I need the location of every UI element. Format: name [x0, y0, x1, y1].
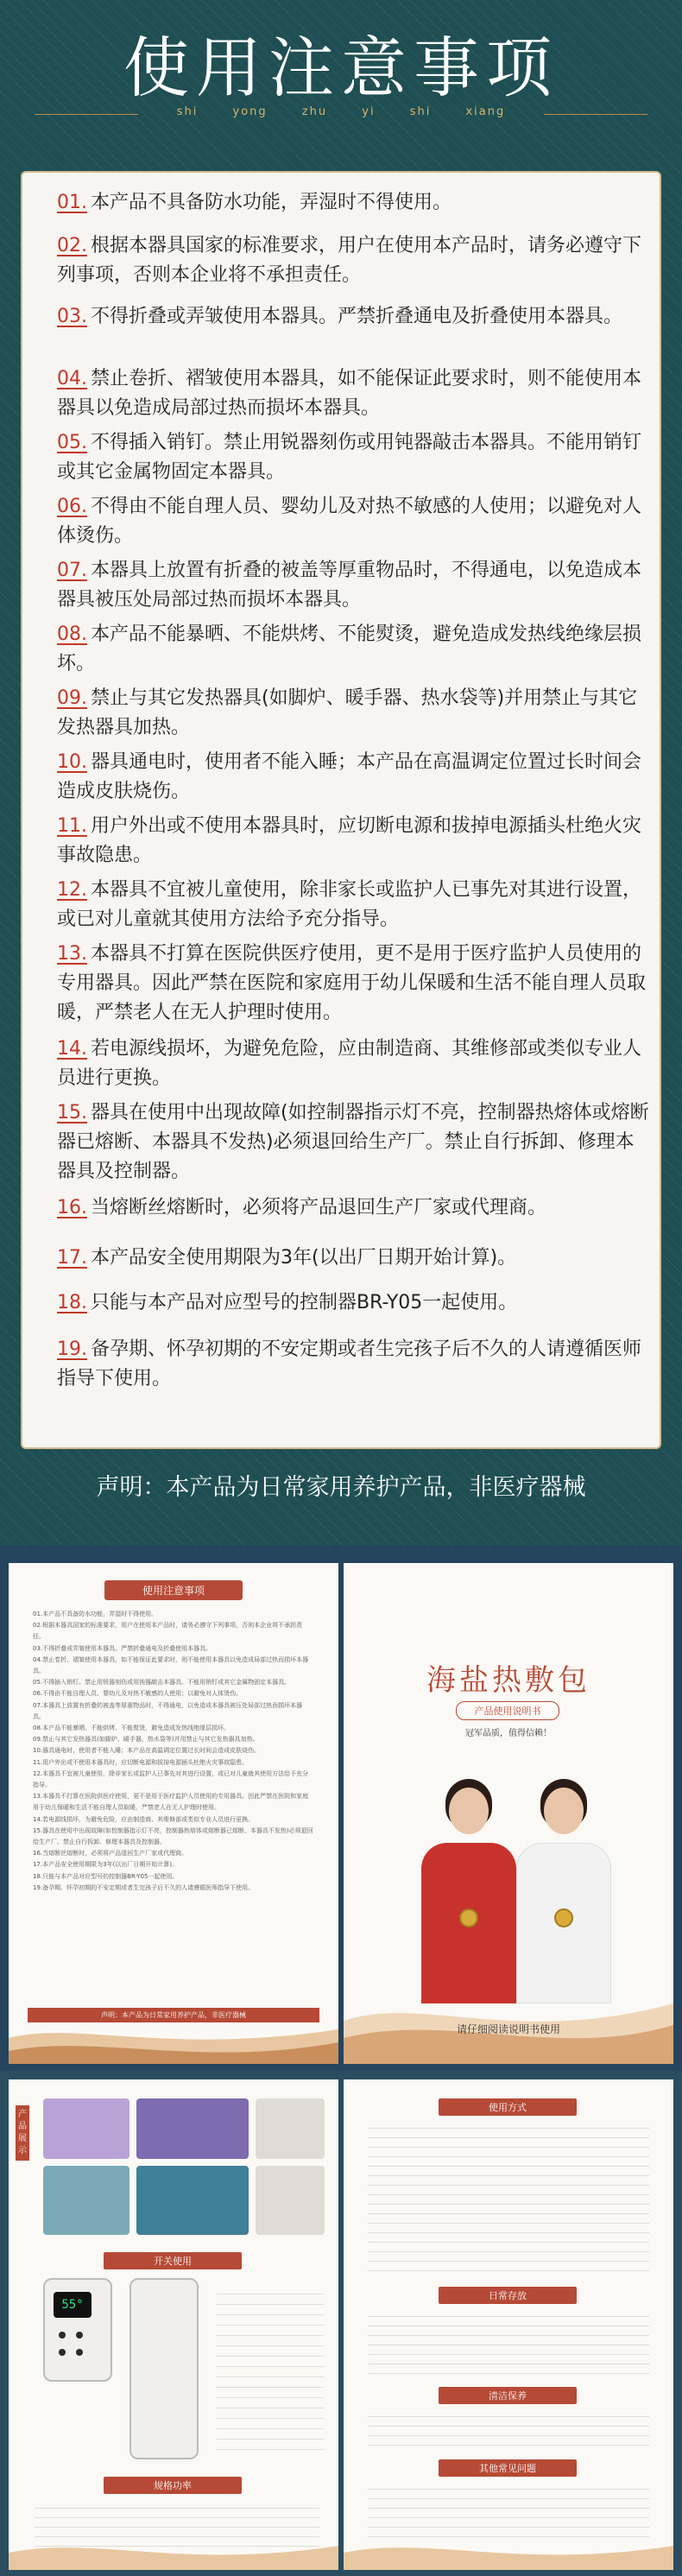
rule-item [57, 231, 653, 290]
mini-rule-text: 器具在使用中出现故障(如控制器指示灯不亮，控制器热熔体或熔断器已熔断、本器具不发热)必须退回给生产厂。禁止自行拆卸、修理本器具及控制器。 [33, 1826, 313, 1846]
rule-number: 08. [57, 623, 87, 645]
rule-text: 根据本器具国家的标准要求，用户在使用本产品时，请务必遵守下列事项，否则本企业将不承担责任。 [57, 235, 642, 286]
rule-item [57, 1193, 653, 1223]
notice-card [21, 171, 661, 1449]
mini-rule-num: 12. [33, 1769, 43, 1777]
mini-rule-num: 08. [33, 1725, 43, 1732]
wave-decoration [9, 2535, 338, 2570]
rule-text: 用户外出或不使用本器具时，应切断电源和拔掉电源插头杜绝火灾事故隐患。 [57, 815, 642, 866]
rule-text: 不得折叠或弄皱使用本器具。严禁折叠通电及折叠使用本器具。 [91, 306, 623, 327]
brochure-spread-1 [0, 1546, 682, 2071]
rule-number: 06. [57, 496, 87, 517]
mini-rule-num: 07. [33, 1701, 43, 1709]
mini-rules [9, 1609, 338, 1894]
rule-text: 器具通电时，使用者不能入睡；本产品在高温调定位置过长时间会造成皮肤烧伤。 [57, 751, 642, 802]
rule-text: 本器具不宜被儿童使用，除非家长或监护人已事先对其进行设置，或已对儿童就其使用方法给予充分指导。 [57, 879, 642, 930]
pinyin-2: yong [232, 105, 268, 118]
rule-item [57, 1335, 653, 1394]
brand-slogan: 冠军品质，值得信赖！ [465, 1729, 552, 1738]
rule-item [57, 188, 653, 218]
athlete-right-image [516, 1779, 611, 2003]
mini-rule-num: 18. [33, 1872, 43, 1880]
rule-number: 09. [57, 687, 87, 709]
mini-rule-text: 若电源线损坏，为避免危险，应由制造商、其维修部或类似专业人员进行更换。 [42, 1815, 255, 1823]
rule-number: 10. [57, 751, 87, 773]
rule-text: 当熔断丝熔断时，必须将产品退回生产厂家或代理商。 [91, 1197, 547, 1218]
rule-item [57, 302, 653, 332]
pinyin-4: yi [362, 105, 376, 118]
rule-number: 12. [57, 879, 87, 901]
storage-header: 日常存放 [439, 2287, 577, 2304]
mini-rule-text: 不得由不能自理人员、婴幼儿及对热不敏感的人使用；以避免对人体烫伤。 [42, 1690, 243, 1698]
rule-item [57, 876, 653, 934]
rule-item [57, 1244, 653, 1273]
pinyin-5: shi [409, 105, 432, 118]
mini-rule-text: 禁止与其它发热器具(如脚炉、暖手器、热水袋等)并用禁止与其它发热器具加热。 [42, 1736, 259, 1744]
mini-rule-text: 本器具上放置有折叠的被盖等厚重物品时，不得通电，以免造成本器具被压处局部过热而损坏本器具。 [33, 1701, 303, 1720]
rule-number: 05. [57, 432, 87, 453]
brochure-page-usage [344, 2079, 673, 2570]
mini-rule-num: 01. [33, 1611, 43, 1617]
disclaimer: 声明：本产品为日常家用养护产品，非医疗器械 [96, 1474, 586, 1501]
cleaning-text [368, 2408, 649, 2451]
rule-number: 11. [57, 815, 87, 837]
athlete-left-image [421, 1779, 516, 2003]
rule-text: 备孕期、怀孕初期的不安定期或者生完孩子后不久的人请遵循医师指导下使用。 [57, 1339, 642, 1389]
rule-item [57, 940, 653, 1028]
rule-item [57, 812, 653, 870]
rule-number: 18. [57, 1292, 87, 1313]
product-photo [256, 2098, 325, 2159]
mini-rule-num: 16. [33, 1850, 43, 1858]
mini-rule-text: 本产品安全使用期限为3年(以出厂日期开始计算)。 [42, 1861, 179, 1869]
mini-rule-text: 本器具不打算在医院供医疗使用，更不是用于医疗监护人员使用的专用器具。因此严禁在医院和家庭用于幼儿保暖和生活不能自理人员取暖，严禁老人在无人护理时使用。 [33, 1793, 309, 1812]
mini-rule-num: 17. [33, 1861, 43, 1869]
product-photo [136, 2098, 249, 2159]
title-rule-right [544, 114, 647, 115]
faq-header: 其他常见问题 [439, 2459, 577, 2477]
mini-rule-text: 只能与本产品对应型号的控制器BR-Y05一起使用。 [42, 1872, 179, 1880]
controller-diagram [129, 2278, 199, 2459]
switch-instructions [216, 2287, 324, 2459]
mini-rule-text: 器具通电时，使用者不能入睡；本产品在高温调定位置过长时间会造成皮肤烧伤。 [42, 1747, 261, 1755]
rule-number: 14. [57, 1038, 87, 1060]
product-photo [43, 2166, 129, 2235]
faq-text [368, 2480, 649, 2541]
rule-item [57, 556, 653, 615]
mini-rule-num: 05. [33, 1679, 43, 1687]
mini-rule-num: 19. [33, 1883, 43, 1891]
mini-rule-text: 本产品不具备防水功能，弄湿时不得使用。 [42, 1611, 158, 1617]
rule-number: 13. [57, 943, 87, 965]
mini-header: 使用注意事项 [104, 1580, 243, 1600]
mini-rule-text: 当熔断丝熔断时，必须将产品退回生产厂家或代理商。 [42, 1850, 188, 1858]
mini-rule-num: 14. [33, 1815, 43, 1823]
usage-header: 使用方式 [439, 2098, 577, 2116]
mini-rule-text: 本器具不宜被儿童使用，除非家长或监护人已事先对其进行设置，或已对儿童就其使用方法给予充分指导。 [33, 1769, 309, 1789]
rule-text: 本器具不打算在医院供医疗使用，更不是用于医疗监护人员使用的专用器具。因此严禁在医院和家庭用于幼儿保暖和生活不能自理人员取暖，严禁老人在无人护理时使用。 [57, 943, 647, 1023]
brochure-page-notice [9, 1563, 338, 2064]
mini-rule-num: 11. [33, 1758, 43, 1766]
mini-rule-text: 根据本器具国家的标准要求，用户在使用本产品时，请务必遵守下列事项，否则本企业将不承担责任。 [33, 1622, 303, 1641]
storage-text [368, 2307, 649, 2377]
rule-item [57, 1098, 653, 1187]
controller-image [43, 2278, 112, 2382]
mini-rule-num: 06. [33, 1690, 43, 1698]
product-display-label: 产品展示 [16, 2105, 29, 2161]
mini-rule-num: 03. [33, 1644, 43, 1652]
rule-text: 本产品不能暴晒、不能烘烤、不能熨烫，避免造成发热线绝缘层损坏。 [57, 623, 642, 674]
product-photo [43, 2098, 129, 2159]
rule-number: 15. [57, 1102, 87, 1123]
wave-decoration [344, 2535, 673, 2570]
brand-title: 海盐热敷包 [426, 1663, 590, 1698]
product-photo [256, 2166, 325, 2235]
rule-item [57, 684, 653, 743]
rule-text: 只能与本产品对应型号的控制器BR-Y05一起使用。 [91, 1292, 518, 1313]
rule-number: 19. [57, 1339, 87, 1360]
rule-number: 07. [57, 560, 87, 581]
rule-text: 本器具上放置有折叠的被盖等厚重物品时，不得通电，以免造成本器具被压处局部过热而损坏本器具。 [57, 560, 642, 611]
pinyin-6: xiang [465, 105, 506, 118]
brand-subtitle: 产品使用说明书 [456, 1701, 559, 1720]
mini-rule-text: 本产品不能暴晒、不能烘烤、不能熨烫，避免造成发热线绝缘层损坏。 [42, 1725, 230, 1732]
cleaning-header: 清洁保养 [439, 2387, 577, 2404]
rule-text: 不得插入销钉。禁止用锐器刻伤或用钝器敲击本器具。不能用销钉或其它金属物固定本器具。 [57, 432, 642, 483]
rule-number: 01. [57, 192, 87, 213]
mini-rule-num: 09. [33, 1736, 43, 1744]
rule-item [57, 748, 653, 807]
brochure-page-cover [344, 1563, 673, 2064]
controller-display: 55° [54, 2292, 92, 2318]
rule-item [57, 492, 653, 551]
mini-rule-text: 不得折叠或弄皱使用本器具。严禁折叠通电及折叠使用本器具。 [42, 1644, 212, 1652]
brochure-page-product [9, 2079, 338, 2570]
product-photo [136, 2166, 249, 2235]
page-title: 使用注意事项 [123, 29, 559, 106]
mini-rule-num: 02. [33, 1622, 43, 1630]
rule-number: 03. [57, 306, 87, 327]
rule-item [57, 620, 653, 679]
rule-item [57, 364, 653, 423]
rule-text: 禁止与其它发热器具(如脚炉、暖手器、热水袋等)并用禁止与其它发热器具加热。 [57, 687, 638, 738]
rule-number: 16. [57, 1197, 87, 1218]
mini-rule-text: 不得插入销钉。禁止用锐器刻伤或用钝器敲击本器具。不能用销钉或其它金属物固定本器具。 [42, 1679, 291, 1687]
rule-number: 02. [57, 235, 87, 256]
mini-rule-num: 13. [33, 1793, 43, 1801]
rule-text: 禁止卷折、褶皱使用本器具，如不能保证此要求时，则不能使用本器具以免造成局部过热而损坏本器具。 [57, 368, 642, 419]
rule-text: 本产品安全使用期限为3年(以出厂日期开始计算)。 [91, 1247, 517, 1269]
rule-text: 不得由不能自理人员、婴幼儿及对热不敏感的人使用；以避免对人体烫伤。 [57, 496, 642, 547]
rule-number: 04. [57, 368, 87, 389]
rule-text: 若电源线损坏，为避免危险，应由制造商、其维修部或类似专业人员进行更换。 [57, 1038, 642, 1089]
pinyin-3: zhu [301, 105, 328, 118]
rule-item [57, 428, 653, 487]
mini-rule-text: 用户外出或不使用本器具时，应切断电源和拔掉电源插头杜绝火灾事故隐患。 [42, 1758, 249, 1766]
rule-item [57, 1288, 653, 1318]
mini-rule-text: 备孕期、怀孕初期的不安定期或者生完孩子后不久的人请遵循医师指导下使用。 [42, 1883, 255, 1891]
pinyin-row [0, 105, 682, 118]
mini-rule-num: 04. [33, 1655, 43, 1663]
read-instructions-note: 请仔细阅读说明书使用 [456, 2023, 560, 2035]
mini-rule-num: 15. [33, 1826, 43, 1834]
spec-header: 规格功率 [104, 2477, 242, 2494]
rule-text: 本产品不具备防水功能，弄湿时不得使用。 [91, 192, 452, 213]
mini-rule-text: 禁止卷折、褶皱使用本器具，如不能保证此要求时，则不能使用本器具以免造成局部过热而损坏本器具。 [33, 1655, 309, 1675]
switch-usage-header: 开关使用 [104, 2252, 242, 2269]
pinyin-1: shi [176, 105, 199, 118]
rule-text: 器具在使用中出现故障(如控制器指示灯不亮，控制器热熔体或熔断器已熔断、本器具不发热)必须退回给生产厂。禁止自行拆卸、修理本器具及控制器。 [57, 1102, 649, 1182]
mini-disclaimer: 声明：本产品为日常家用养护产品，非医疗器械 [28, 2008, 319, 2022]
wave-decoration [9, 2021, 338, 2064]
usage-text [368, 2119, 649, 2275]
mini-rule-num: 10. [33, 1747, 43, 1755]
brochure-spread-2 [0, 2071, 682, 2576]
rule-item [57, 1035, 653, 1093]
rule-number: 17. [57, 1247, 87, 1269]
